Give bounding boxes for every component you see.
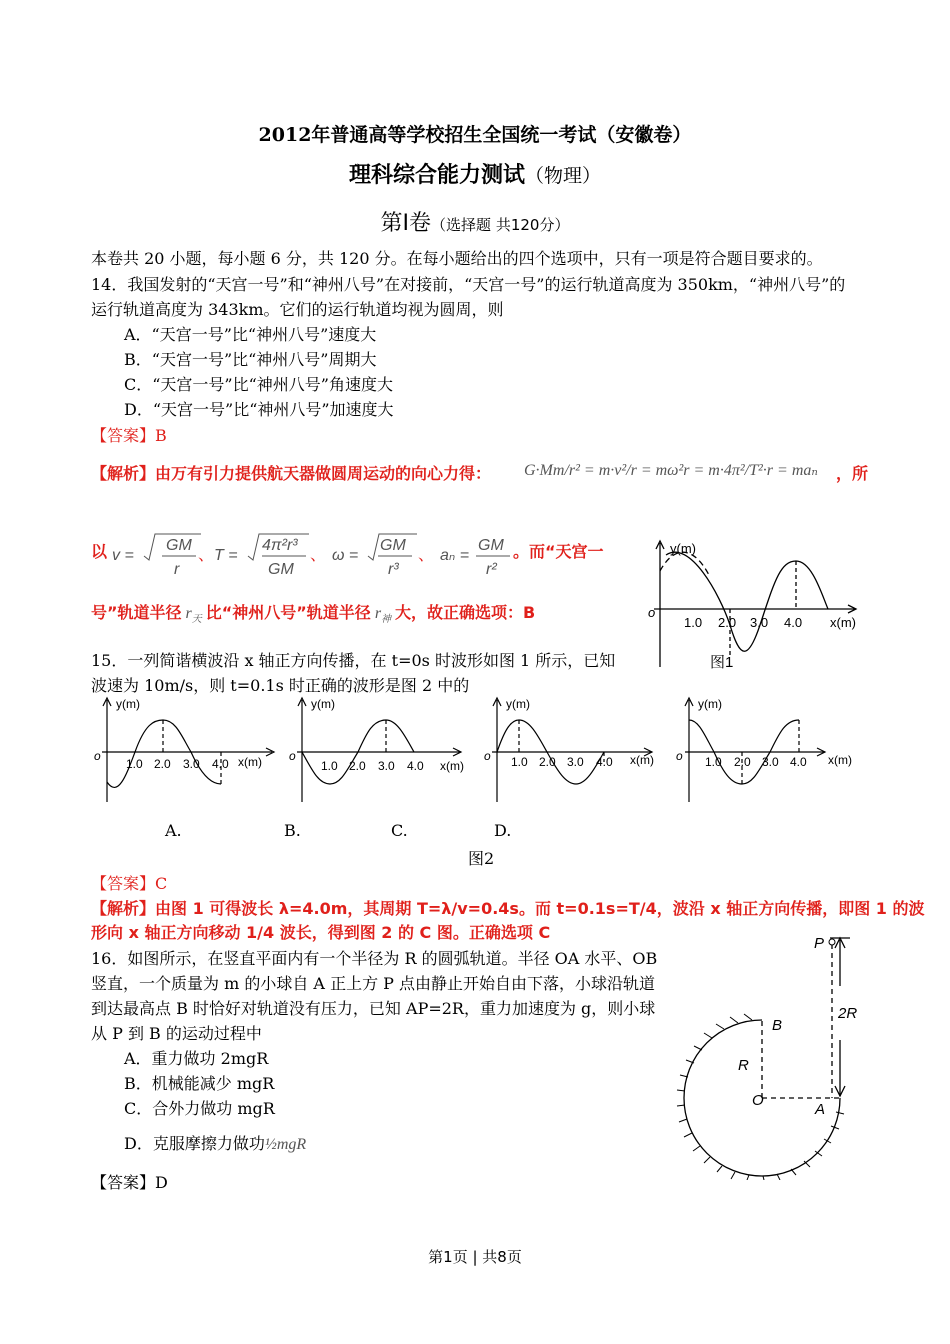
- q14-analysis-line1-end: ，所: [836, 464, 869, 483]
- figure-1-tick-2: 2.0: [718, 615, 737, 630]
- q14-option-a: A．“天宫一号”比“神州八号”速度大: [124, 325, 377, 344]
- svg-text:4.0: 4.0: [790, 755, 807, 769]
- svg-text:aₙ =: aₙ =: [440, 547, 470, 564]
- label-O: O: [752, 1092, 764, 1109]
- svg-text:o: o: [289, 749, 296, 763]
- q16-line1: 16．如图所示，在竖直平面内有一个半径为 R 的圆弧轨道。半径 OA 水平、OB: [91, 949, 658, 968]
- q15-line1: 15．一列简谐横波沿 x 轴正方向传播，在 t=0s 时波形如图 1 所示，已知: [91, 651, 616, 670]
- q14-analysis-line2-start: 以: [91, 542, 108, 561]
- svg-text:y(m): y(m): [116, 697, 140, 711]
- svg-text:3.0: 3.0: [378, 759, 395, 773]
- label-P: P: [814, 935, 825, 952]
- svg-text:2.0: 2.0: [349, 759, 366, 773]
- svg-text:o: o: [484, 749, 491, 763]
- figure-1-y-label: y(m): [670, 541, 696, 556]
- figure-q16-track: [672, 930, 872, 1180]
- q14-analysis-line3: 号”轨道半径 $r_天$ 比“神州八号”轨道半径 $r_神$ 大，故正确选项：B: [91, 603, 536, 626]
- svg-text:3.0: 3.0: [567, 755, 584, 769]
- label-R: R: [738, 1057, 749, 1074]
- fig2-caption: 图2: [468, 849, 495, 868]
- section-title-sub: （选择题 共120分）: [431, 216, 570, 234]
- figure-1-caption: 图1: [710, 654, 734, 671]
- q16-option-d-fraction: ½mgR: [264, 1136, 307, 1153]
- svg-text:GM: GM: [268, 561, 294, 578]
- svg-text:x(m): x(m): [238, 755, 262, 769]
- q16-line2: 竖直，一个质量为 m 的小球自 A 正上方 P 点由静止开始自由下落，小球沿轨道: [91, 974, 656, 993]
- figure-1-x-label: x(m): [830, 615, 856, 630]
- q14-line2: 运行轨道高度为 343km。它们的运行轨道均视为圆周，则: [91, 300, 504, 319]
- fig2-label-c: C.: [391, 821, 408, 840]
- figure-1-tick-3: 3.0: [750, 615, 769, 630]
- q16-option-a: A．重力做功 2mgR: [124, 1049, 269, 1068]
- q14-analysis-line3a: 号”轨道半径: [91, 603, 182, 622]
- svg-text:2.0: 2.0: [734, 755, 751, 769]
- label-B: B: [772, 1017, 783, 1034]
- svg-text:1.0: 1.0: [126, 757, 143, 771]
- figure-1-tick-1: 1.0: [684, 615, 703, 630]
- section-title-main: 第Ⅰ卷: [380, 211, 432, 236]
- q14-formula-main: G·Mm/r² = m·v²/r = mω²r = m·4π²/T²·r = maₙ: [524, 462, 818, 479]
- q15-analysis-line1: 【解析】由图 1 可得波长 λ=4.0m，其周期 T=λ/v=0.4s。而 t=0.1s=T/4，波沿 x 轴正方向传播，即图 1 的波: [91, 899, 925, 918]
- label-A: A: [815, 1101, 826, 1118]
- figure-1-tick-4: 4.0: [784, 615, 803, 630]
- q14-analysis-line3c: 大，故正确选项：B: [395, 603, 536, 622]
- subject-title-sub: （物理）: [525, 165, 602, 187]
- figure-2: [90, 692, 870, 812]
- svg-text:o: o: [94, 749, 101, 763]
- label-2R: 2R: [838, 1005, 858, 1022]
- svg-text:y(m): y(m): [506, 697, 530, 711]
- figure-1-origin: o: [648, 605, 656, 620]
- q14-analysis-line3b: 比“神州八号”轨道半径: [205, 603, 371, 622]
- svg-text:r²: r²: [486, 561, 497, 578]
- svg-text:o: o: [676, 749, 683, 763]
- fig2-label-a: A.: [165, 821, 182, 840]
- svg-text:3.0: 3.0: [762, 755, 779, 769]
- svg-text:2.0: 2.0: [154, 757, 171, 771]
- fig2-label-b: B.: [284, 821, 301, 840]
- q15-line2: 波速为 10m/s，则 t=0.1s 时正确的波形是图 2 中的: [91, 676, 470, 695]
- q15-analysis-line2: 形向 x 轴正方向移动 1/4 波长，得到图 2 的 C 图。正确选项 C: [91, 923, 551, 942]
- q16-line3: 到达最高点 B 时恰好对轨道没有压力，已知 AP=2R，重力加速度为 g，则小球: [91, 999, 656, 1018]
- q15-answer: 【答案】C: [91, 874, 168, 893]
- figure-2-panel-d: [685, 698, 825, 802]
- q16-option-b: B．机械能减少 mgR: [124, 1074, 275, 1093]
- q14-option-c: C．“天宫一号”比“神州八号”角速度大: [124, 375, 393, 394]
- q16-option-c: C．合外力做功 mgR: [124, 1099, 275, 1118]
- q14-analysis-line2-end: 。而“天宫一: [513, 542, 604, 561]
- svg-text:x(m): x(m): [630, 753, 654, 767]
- figure-2-panel-b: [297, 698, 461, 802]
- svg-text:y(m): y(m): [311, 697, 335, 711]
- svg-text:4π²r³: 4π²r³: [262, 537, 298, 554]
- svg-text:4.0: 4.0: [596, 755, 613, 769]
- q16-option-d: [124, 1131, 306, 1154]
- svg-text:4.0: 4.0: [212, 757, 229, 771]
- svg-text:T =: T =: [214, 547, 238, 564]
- intro-text: 本卷共 20 小题，每小题 6 分，共 120 分。在每小题给出的四个选项中，只有一项是符合题目要求的。: [91, 249, 823, 268]
- svg-text:2.0: 2.0: [539, 755, 556, 769]
- q14-answer: 【答案】B: [91, 426, 167, 445]
- svg-text:3.0: 3.0: [183, 757, 200, 771]
- svg-text:x(m): x(m): [828, 753, 852, 767]
- svg-text:y(m): y(m): [698, 697, 722, 711]
- svg-text:r³: r³: [388, 561, 399, 578]
- subject-title-main: 理科综合能力测试: [348, 163, 525, 188]
- q14-line1: 14．我国发射的“天宫一号”和“神州八号”在对接前，“天宫一号”的运行轨道高度为 350km，“神州八号”的: [91, 275, 846, 294]
- svg-text:x(m): x(m): [440, 759, 464, 773]
- svg-text:GM: GM: [478, 537, 504, 554]
- svg-text:1.0: 1.0: [705, 755, 722, 769]
- svg-text:r: r: [174, 561, 180, 578]
- subject-title: [0, 158, 950, 189]
- q16-line4: 从 P 到 B 的运动过程中: [91, 1024, 262, 1043]
- svg-text:GM: GM: [380, 537, 406, 554]
- figure-2-panel-c: [492, 698, 652, 802]
- svg-text:ω =: ω =: [332, 547, 359, 564]
- q16-option-d-text: D．克服摩擦力做功: [124, 1134, 265, 1153]
- figure-2-panel-a: [102, 698, 274, 802]
- page-footer: 第1页 | 共8页: [428, 1248, 522, 1266]
- exam-title: 2012年普通高等学校招生全国统一考试（安徽卷）: [258, 124, 692, 146]
- svg-text:1.0: 1.0: [511, 755, 528, 769]
- q14-option-d: D．“天宫一号”比“神州八号”加速度大: [124, 400, 394, 419]
- q14-formula-set: [110, 524, 530, 584]
- svg-text:GM: GM: [166, 537, 192, 554]
- svg-text:4.0: 4.0: [407, 759, 424, 773]
- section-title: [0, 206, 950, 237]
- fig2-label-d: D.: [494, 821, 512, 840]
- q14-analysis-line1: 【解析】由万有引力提供航天器做圆周运动的向心力得：: [91, 464, 492, 483]
- svg-text:、: 、: [310, 547, 327, 564]
- figure-1: [630, 535, 870, 675]
- q16-answer: 【答案】D: [91, 1173, 168, 1192]
- svg-text:、: 、: [418, 547, 435, 564]
- svg-text:v =: v =: [112, 547, 134, 564]
- q14-option-b: B．“天宫一号”比“神州八号”周期大: [124, 350, 377, 369]
- svg-text:1.0: 1.0: [321, 759, 338, 773]
- formula-separator: 、: [198, 547, 215, 564]
